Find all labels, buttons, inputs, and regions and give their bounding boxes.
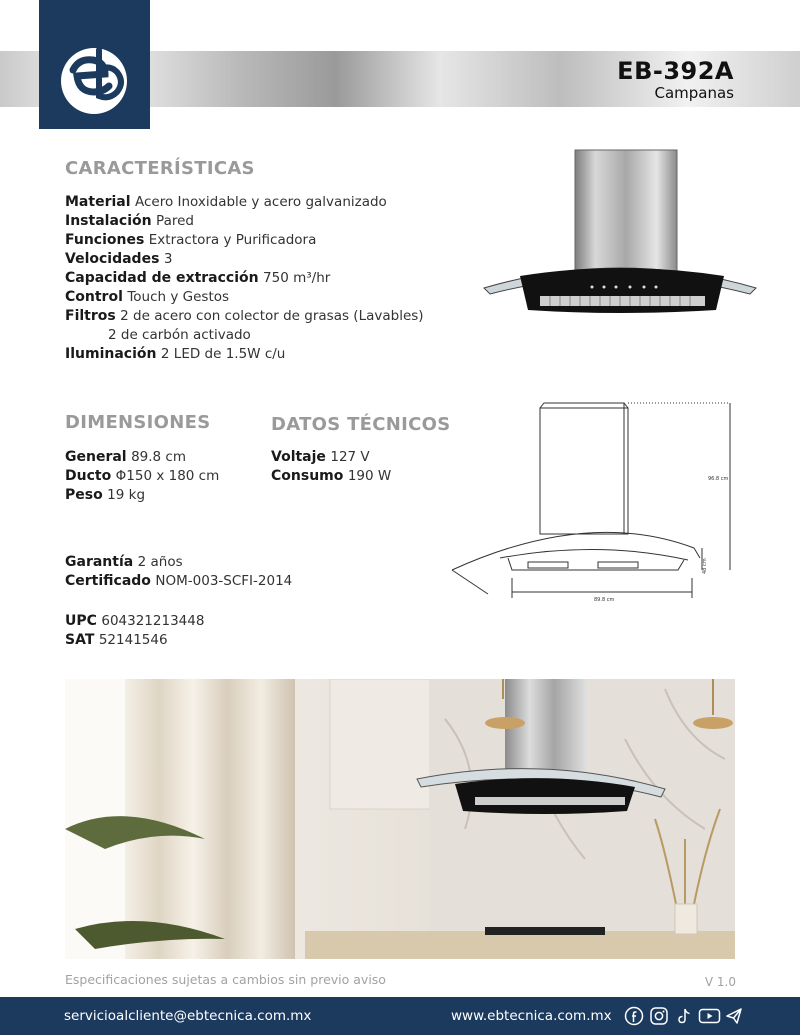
telegram-icon[interactable] [724,1006,744,1026]
codes-list [65,612,204,650]
caracteristicas-title: CARACTERÍSTICAS [65,158,255,179]
spec-row: UPC 604321213448 [65,613,205,629]
datos-tecnicos-list [271,448,391,486]
kitchen-photo [65,679,735,959]
spec-row: Instalación Pared [65,213,194,229]
spec-row: General 89.8 cm [65,449,186,465]
spec-row: SAT 52141546 [65,632,168,648]
spec-row: Control Touch y Gestos [65,289,230,305]
spec-row: Funciones Extractora y Purificadora [65,232,317,248]
spec-row: 2 de carbón activado [108,327,251,343]
dimension-diagram [448,398,748,608]
spec-row: Material Acero Inoxidable y acero galvanizado [65,194,387,210]
spec-row: Certificado NOM-003-SCFI-2014 [65,573,293,589]
model-heading [617,57,734,101]
instagram-icon[interactable] [649,1006,669,1026]
dimensiones-title: DIMENSIONES [65,412,211,433]
caracteristicas-list [65,193,424,364]
range-hood-image [480,148,760,323]
warranty-list [65,553,292,591]
kitchen-scene-image [65,679,735,959]
version-label: V 1.0 [704,975,736,989]
spec-row: Velocidades 3 [65,251,173,267]
youtube-icon[interactable] [698,1006,721,1026]
tiktok-icon[interactable] [674,1006,694,1026]
model-code: EB-392A [617,57,734,85]
eb-logo-icon [39,0,150,129]
facebook-icon[interactable] [624,1006,644,1026]
footer-bar [0,997,800,1035]
depth-label: 48 cm [702,558,708,574]
datos-tecnicos-title: DATOS TÉCNICOS [271,414,451,435]
spec-row: Ducto Φ150 x 180 cm [65,468,220,484]
disclaimer-text: Especificaciones sujetas a cambios sin previo aviso [65,972,386,987]
dimensiones-list [65,448,219,505]
spec-row: Peso 19 kg [65,487,146,503]
support-email-link[interactable]: servicioalcliente@ebtecnica.com.mx [64,1008,312,1024]
spec-row: Capacidad de extracción 750 m³/hr [65,270,331,286]
spec-row: Voltaje 127 V [271,449,370,465]
spec-row: Iluminación 2 LED de 1.5W c/u [65,346,286,362]
height-label: 96.8 cm [708,476,729,482]
spec-row: Garantía 2 años [65,554,183,570]
spec-row: Filtros 2 de acero con colector de grasas (Lavables) [65,308,424,324]
product-category: Campanas [654,84,734,102]
width-label: 89.8 cm [594,597,615,603]
website-link[interactable]: www.ebtecnica.com.mx [451,1008,612,1024]
brand-logo [39,0,150,129]
spec-row: Consumo 190 W [271,468,392,484]
